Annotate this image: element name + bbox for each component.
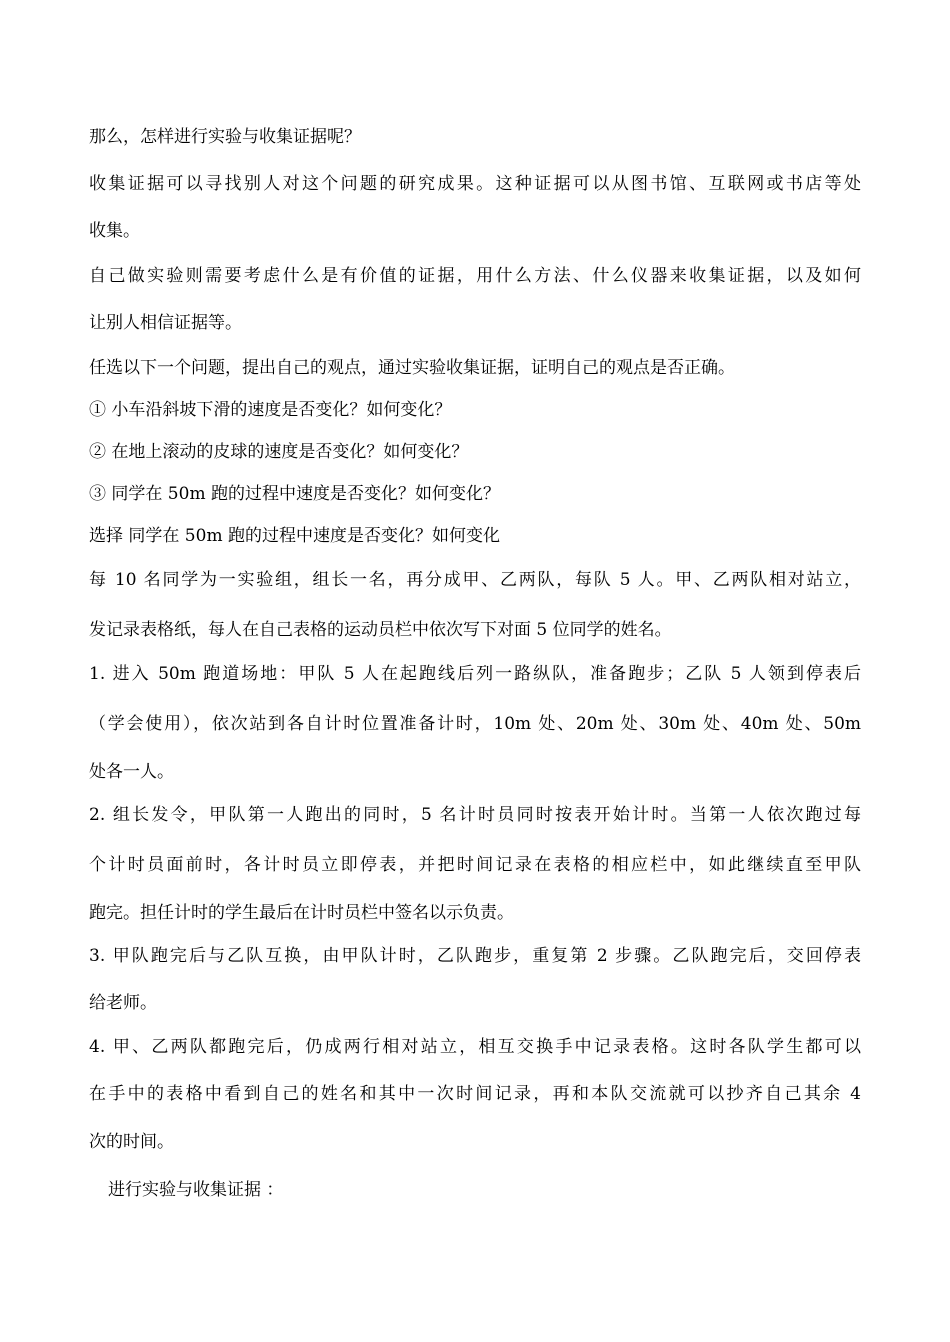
- step-line: 1. 进入 50m 跑道场地：甲队 5 人在起跑线后列一路纵队，准备跑步；乙队 5 人领到停表后: [89, 664, 861, 684]
- paragraph-line: 那么，怎样进行实验与收集证据呢？: [89, 127, 361, 147]
- paragraph-line: 收集。: [89, 221, 140, 241]
- paragraph-line: 每 10 名同学为一实验组，组长一名，再分成甲、乙两队，每队 5 人。甲、乙两队相对站立，: [89, 570, 861, 590]
- step-line: 处各一人。: [89, 762, 174, 782]
- paragraph-line: 让别人相信证据等。: [89, 313, 242, 333]
- question-item: ③ 同学在 50m 跑的过程中速度是否变化？如何变化？: [89, 484, 500, 504]
- paragraph-line: 选择 同学在 50m 跑的过程中速度是否变化？如何变化: [89, 526, 500, 546]
- step-line: （学会使用），依次站到各自计时位置准备计时，10m 处、20m 处、30m 处、40m 处、50m: [89, 714, 861, 734]
- paragraph-line: 收集证据可以寻找别人对这个问题的研究成果。这种证据可以从图书馆、互联网或书店等处: [89, 174, 861, 194]
- step-line: 个计时员面前时，各计时员立即停表，并把时间记录在表格的相应栏中，如此继续直至甲队: [89, 855, 861, 875]
- paragraph-line: 任选以下一个问题，提出自己的观点，通过实验收集证据，证明自己的观点是否正确。: [89, 358, 735, 378]
- step-line: 3. 甲队跑完后与乙队互换，由甲队计时，乙队跑步，重复第 2 步骤。乙队跑完后，交回停表: [89, 946, 861, 966]
- step-line: 跑完。担任计时的学生最后在计时员栏中签名以示负责。: [89, 903, 514, 923]
- section-heading: 进行实验与收集证据 ：: [108, 1180, 284, 1200]
- step-line: 次的时间。: [89, 1132, 174, 1152]
- question-item: ② 在地上滚动的皮球的速度是否变化？如何变化？: [89, 442, 469, 462]
- step-line: 2. 组长发令，甲队第一人跑出的同时，5 名计时员同时按表开始计时。当第一人依次跑过每: [89, 805, 861, 825]
- paragraph-line: 自己做实验则需要考虑什么是有价值的证据，用什么方法、什么仪器来收集证据，以及如何: [89, 266, 861, 286]
- step-line: 4. 甲、乙两队都跑完后，仍成两行相对站立，相互交换手中记录表格。这时各队学生都可以: [89, 1037, 861, 1057]
- question-item: ① 小车沿斜坡下滑的速度是否变化？如何变化？: [89, 400, 452, 420]
- paragraph-line: 发记录表格纸，每人在自己表格的运动员栏中依次写下对面 5 位同学的姓名。: [89, 620, 672, 640]
- step-line: 给老师。: [89, 993, 157, 1013]
- step-line: 在手中的表格中看到自己的姓名和其中一次时间记录，再和本队交流就可以抄齐自己其余 4: [89, 1084, 861, 1104]
